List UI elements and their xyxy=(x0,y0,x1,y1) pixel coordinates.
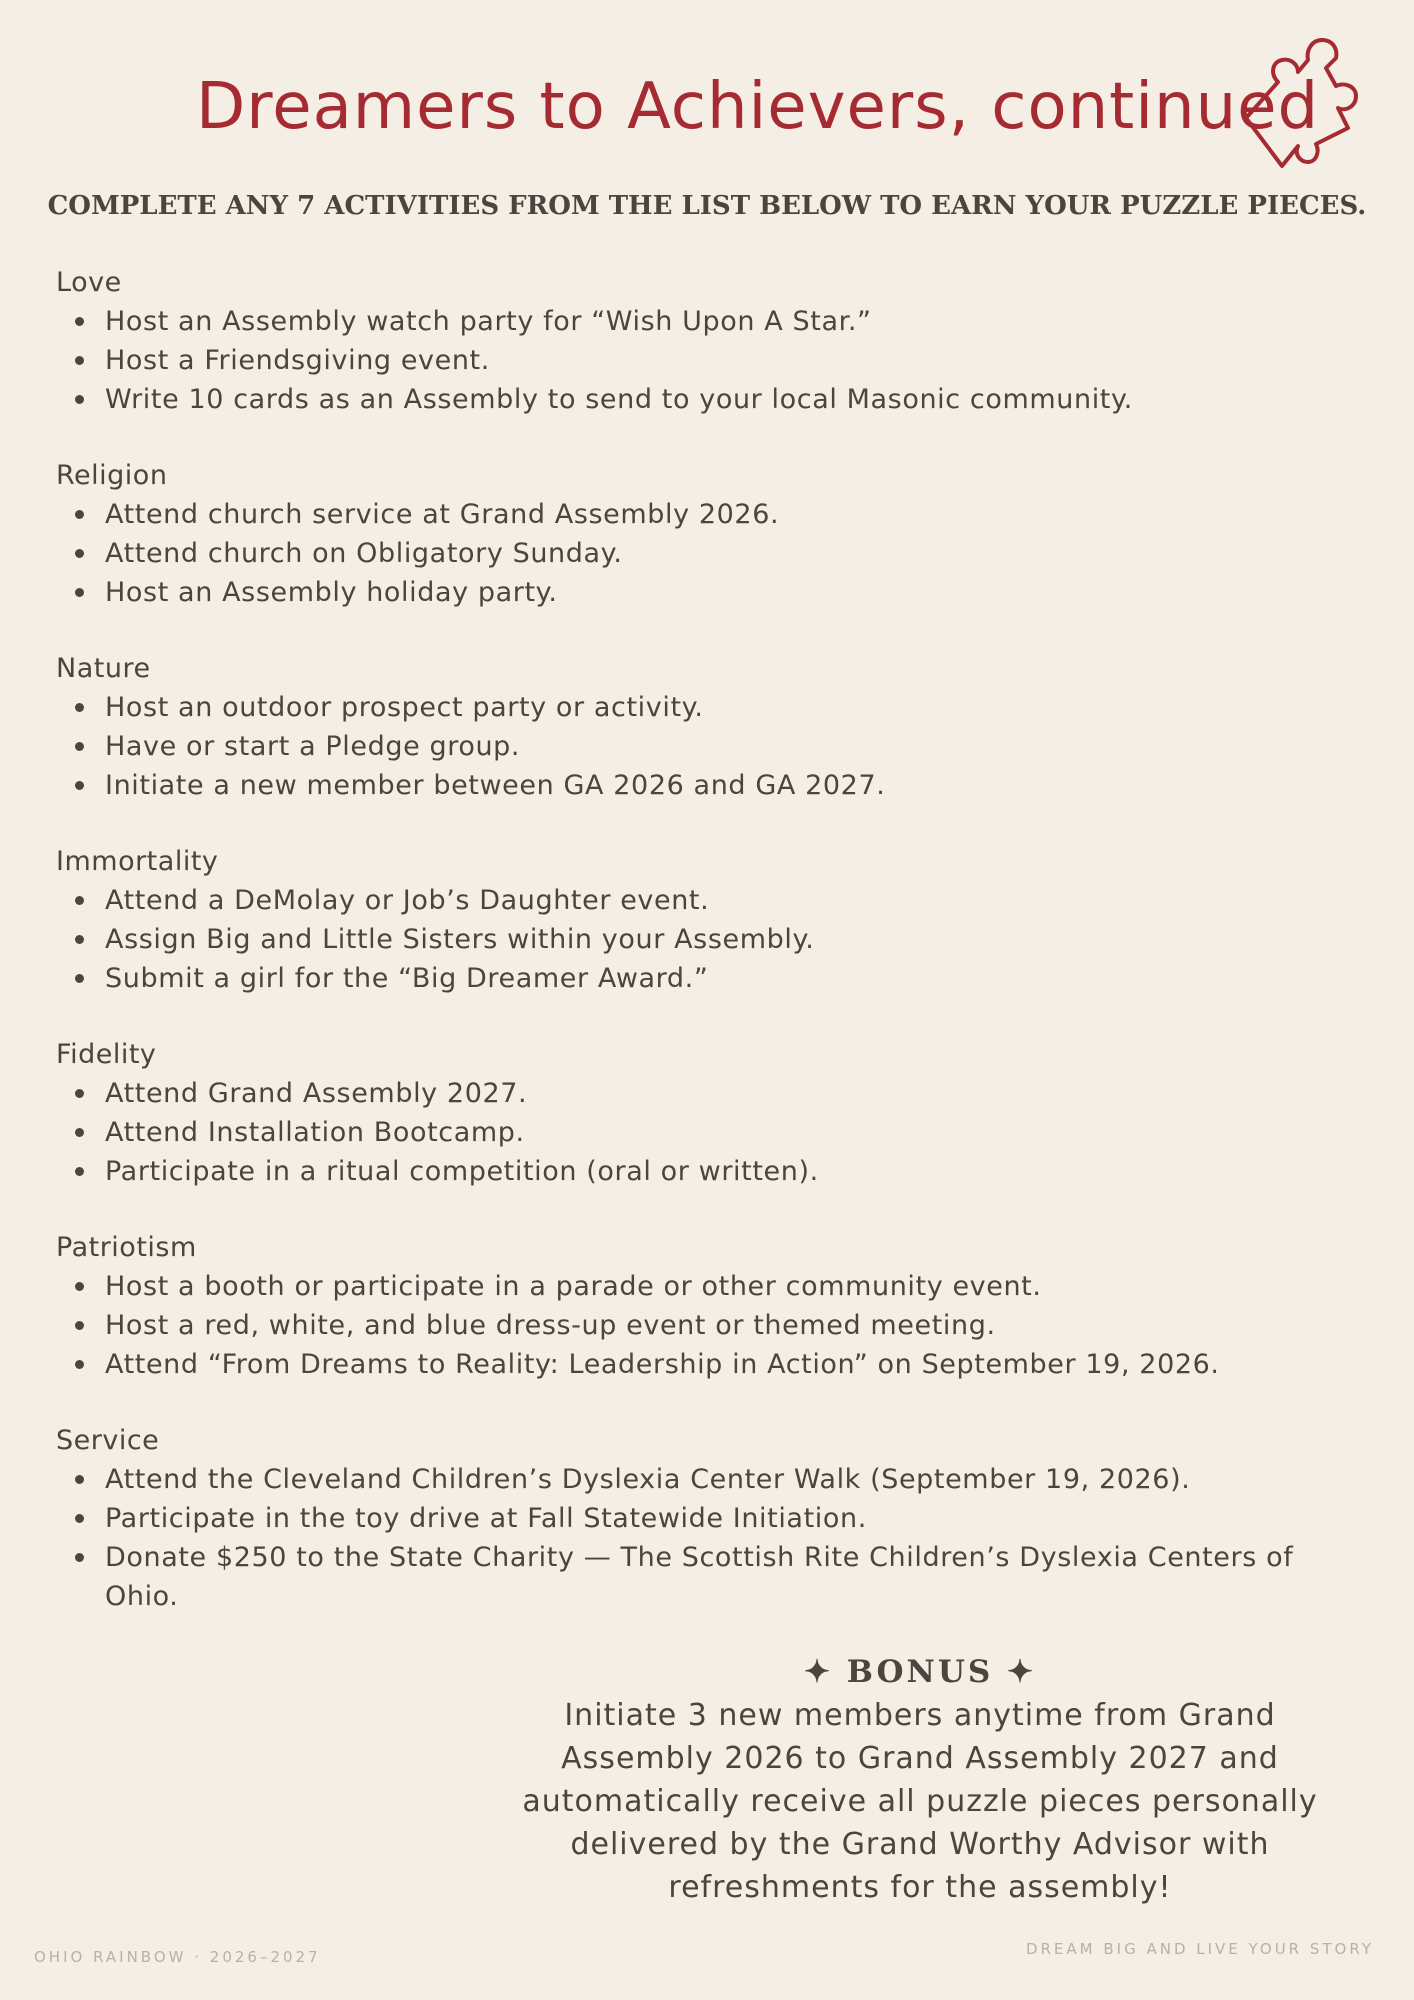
list-item-text: Host a booth or participate in a parade or other community event. xyxy=(105,1271,1042,1302)
footer-right: DREAM BIG AND LIVE YOUR STORY xyxy=(1025,1940,1374,1958)
section-religion xyxy=(56,457,1356,612)
bullet-icon xyxy=(75,1475,84,1484)
bullet-icon xyxy=(75,1128,84,1137)
bonus-text: Initiate 3 new members anytime from Grand Assembly 2026 to Grand Assembly 2027 and automatically receive all puzzle pieces personally delivered by the Grand Worthy Advisor with refreshments for the assembly! xyxy=(522,1698,1318,1905)
section-heading: Nature xyxy=(56,653,151,684)
list-item xyxy=(56,881,1356,920)
list-item xyxy=(56,1499,1356,1538)
list-item xyxy=(56,341,1356,380)
list-item-text: Donate $250 to the State Charity — The Scottish Rite Children’s Dyslexia Centers of Ohio. xyxy=(105,1542,1294,1612)
bullet-icon xyxy=(75,742,84,751)
bullet-icon xyxy=(75,317,84,326)
list-item-text: Attend church service at Grand Assembly 2026. xyxy=(105,499,780,530)
list-item-text: Attend “From Dreams to Reality: Leadership in Action” on September 19, 2026. xyxy=(105,1349,1220,1380)
bullet-icon xyxy=(75,395,84,404)
section-service xyxy=(56,1422,1356,1616)
list-item xyxy=(56,766,1356,805)
list-item-text: Initiate a new member between GA 2026 and GA 2027. xyxy=(105,770,886,801)
activity-list xyxy=(56,1460,1356,1616)
activity-list xyxy=(56,1074,1356,1191)
section-heading: Religion xyxy=(56,460,168,491)
bullet-icon xyxy=(75,1167,84,1176)
list-item-text: Participate in the toy drive at Fall Statewide Initiation. xyxy=(105,1503,867,1534)
list-item-text: Host a red, white, and blue dress-up event or themed meeting. xyxy=(105,1310,996,1341)
section-heading: Love xyxy=(56,267,122,298)
list-item xyxy=(56,1152,1356,1191)
section-patriotism xyxy=(56,1229,1356,1384)
list-item xyxy=(56,688,1356,727)
list-item xyxy=(56,727,1356,766)
list-item-text: Write 10 cards as an Assembly to send to your local Masonic community. xyxy=(105,384,1133,415)
section-heading: Immortality xyxy=(56,846,219,877)
section-heading: Service xyxy=(56,1425,160,1456)
bullet-icon xyxy=(75,781,84,790)
bullet-icon xyxy=(75,1089,84,1098)
bonus-title: ✦ BONUS ✦ xyxy=(803,1654,1037,1690)
bullet-icon xyxy=(75,510,84,519)
bullet-icon xyxy=(75,549,84,558)
list-item xyxy=(56,380,1356,419)
list-item xyxy=(56,920,1356,959)
list-item-text: Host an Assembly holiday party. xyxy=(105,577,558,608)
list-item-text: Host a Friendsgiving event. xyxy=(105,345,490,376)
list-item-text: Have or start a Pledge group. xyxy=(105,731,521,762)
list-item xyxy=(56,573,1356,612)
bullet-icon xyxy=(75,974,84,983)
list-item xyxy=(56,302,1356,341)
bullet-icon xyxy=(75,1282,84,1291)
list-item-text: Attend a DeMolay or Job’s Daughter event. xyxy=(105,885,710,916)
instructions-heading: COMPLETE ANY 7 ACTIVITIES FROM THE LIST BELOW TO EARN YOUR PUZZLE PIECES. xyxy=(47,191,1367,221)
list-item-text: Attend Grand Assembly 2027. xyxy=(105,1078,528,1109)
list-item xyxy=(56,1267,1356,1306)
bullet-icon xyxy=(75,1553,84,1562)
list-item xyxy=(56,1074,1356,1113)
section-nature xyxy=(56,650,1356,805)
section-immortality xyxy=(56,843,1356,998)
bullet-icon xyxy=(75,1321,84,1330)
list-item-text: Host an Assembly watch party for “Wish Upon A Star.” xyxy=(105,306,872,337)
puzzle-piece-icon xyxy=(1222,36,1362,172)
activity-list xyxy=(56,495,1356,612)
activity-list xyxy=(56,302,1356,419)
list-item xyxy=(56,1345,1356,1384)
section-heading: Patriotism xyxy=(56,1232,197,1263)
bullet-icon xyxy=(75,703,84,712)
activity-list xyxy=(56,881,1356,998)
list-item xyxy=(56,495,1356,534)
list-item xyxy=(56,1460,1356,1499)
activity-sections xyxy=(56,264,1356,1654)
bonus-box xyxy=(520,1650,1320,1909)
list-item xyxy=(56,959,1356,998)
list-item-text: Assign Big and Little Sisters within your Assembly. xyxy=(105,924,815,955)
list-item-text: Attend church on Obligatory Sunday. xyxy=(105,538,623,569)
page-title: Dreamers to Achievers, continued xyxy=(196,70,1320,144)
list-item xyxy=(56,1113,1356,1152)
bullet-icon xyxy=(75,935,84,944)
section-love xyxy=(56,264,1356,419)
footer-left: OHIO RAINBOW · 2026–2027 xyxy=(34,1948,321,1966)
bullet-icon xyxy=(75,896,84,905)
bullet-icon xyxy=(75,356,84,365)
bullet-icon xyxy=(75,588,84,597)
list-item-text: Attend Installation Bootcamp. xyxy=(105,1117,525,1148)
activity-list xyxy=(56,1267,1356,1384)
list-item-text: Submit a girl for the “Big Dreamer Award.” xyxy=(105,963,709,994)
bullet-icon xyxy=(75,1360,84,1369)
activity-list xyxy=(56,688,1356,805)
list-item-text: Host an outdoor prospect party or activity. xyxy=(105,692,704,723)
list-item-text: Participate in a ritual competition (oral or written). xyxy=(105,1156,819,1187)
section-fidelity xyxy=(56,1036,1356,1191)
list-item-text: Attend the Cleveland Children’s Dyslexia Center Walk (September 19, 2026). xyxy=(105,1464,1191,1495)
bullet-icon xyxy=(75,1514,84,1523)
list-item xyxy=(56,1538,1356,1616)
section-heading: Fidelity xyxy=(56,1039,157,1070)
list-item xyxy=(56,1306,1356,1345)
list-item xyxy=(56,534,1356,573)
